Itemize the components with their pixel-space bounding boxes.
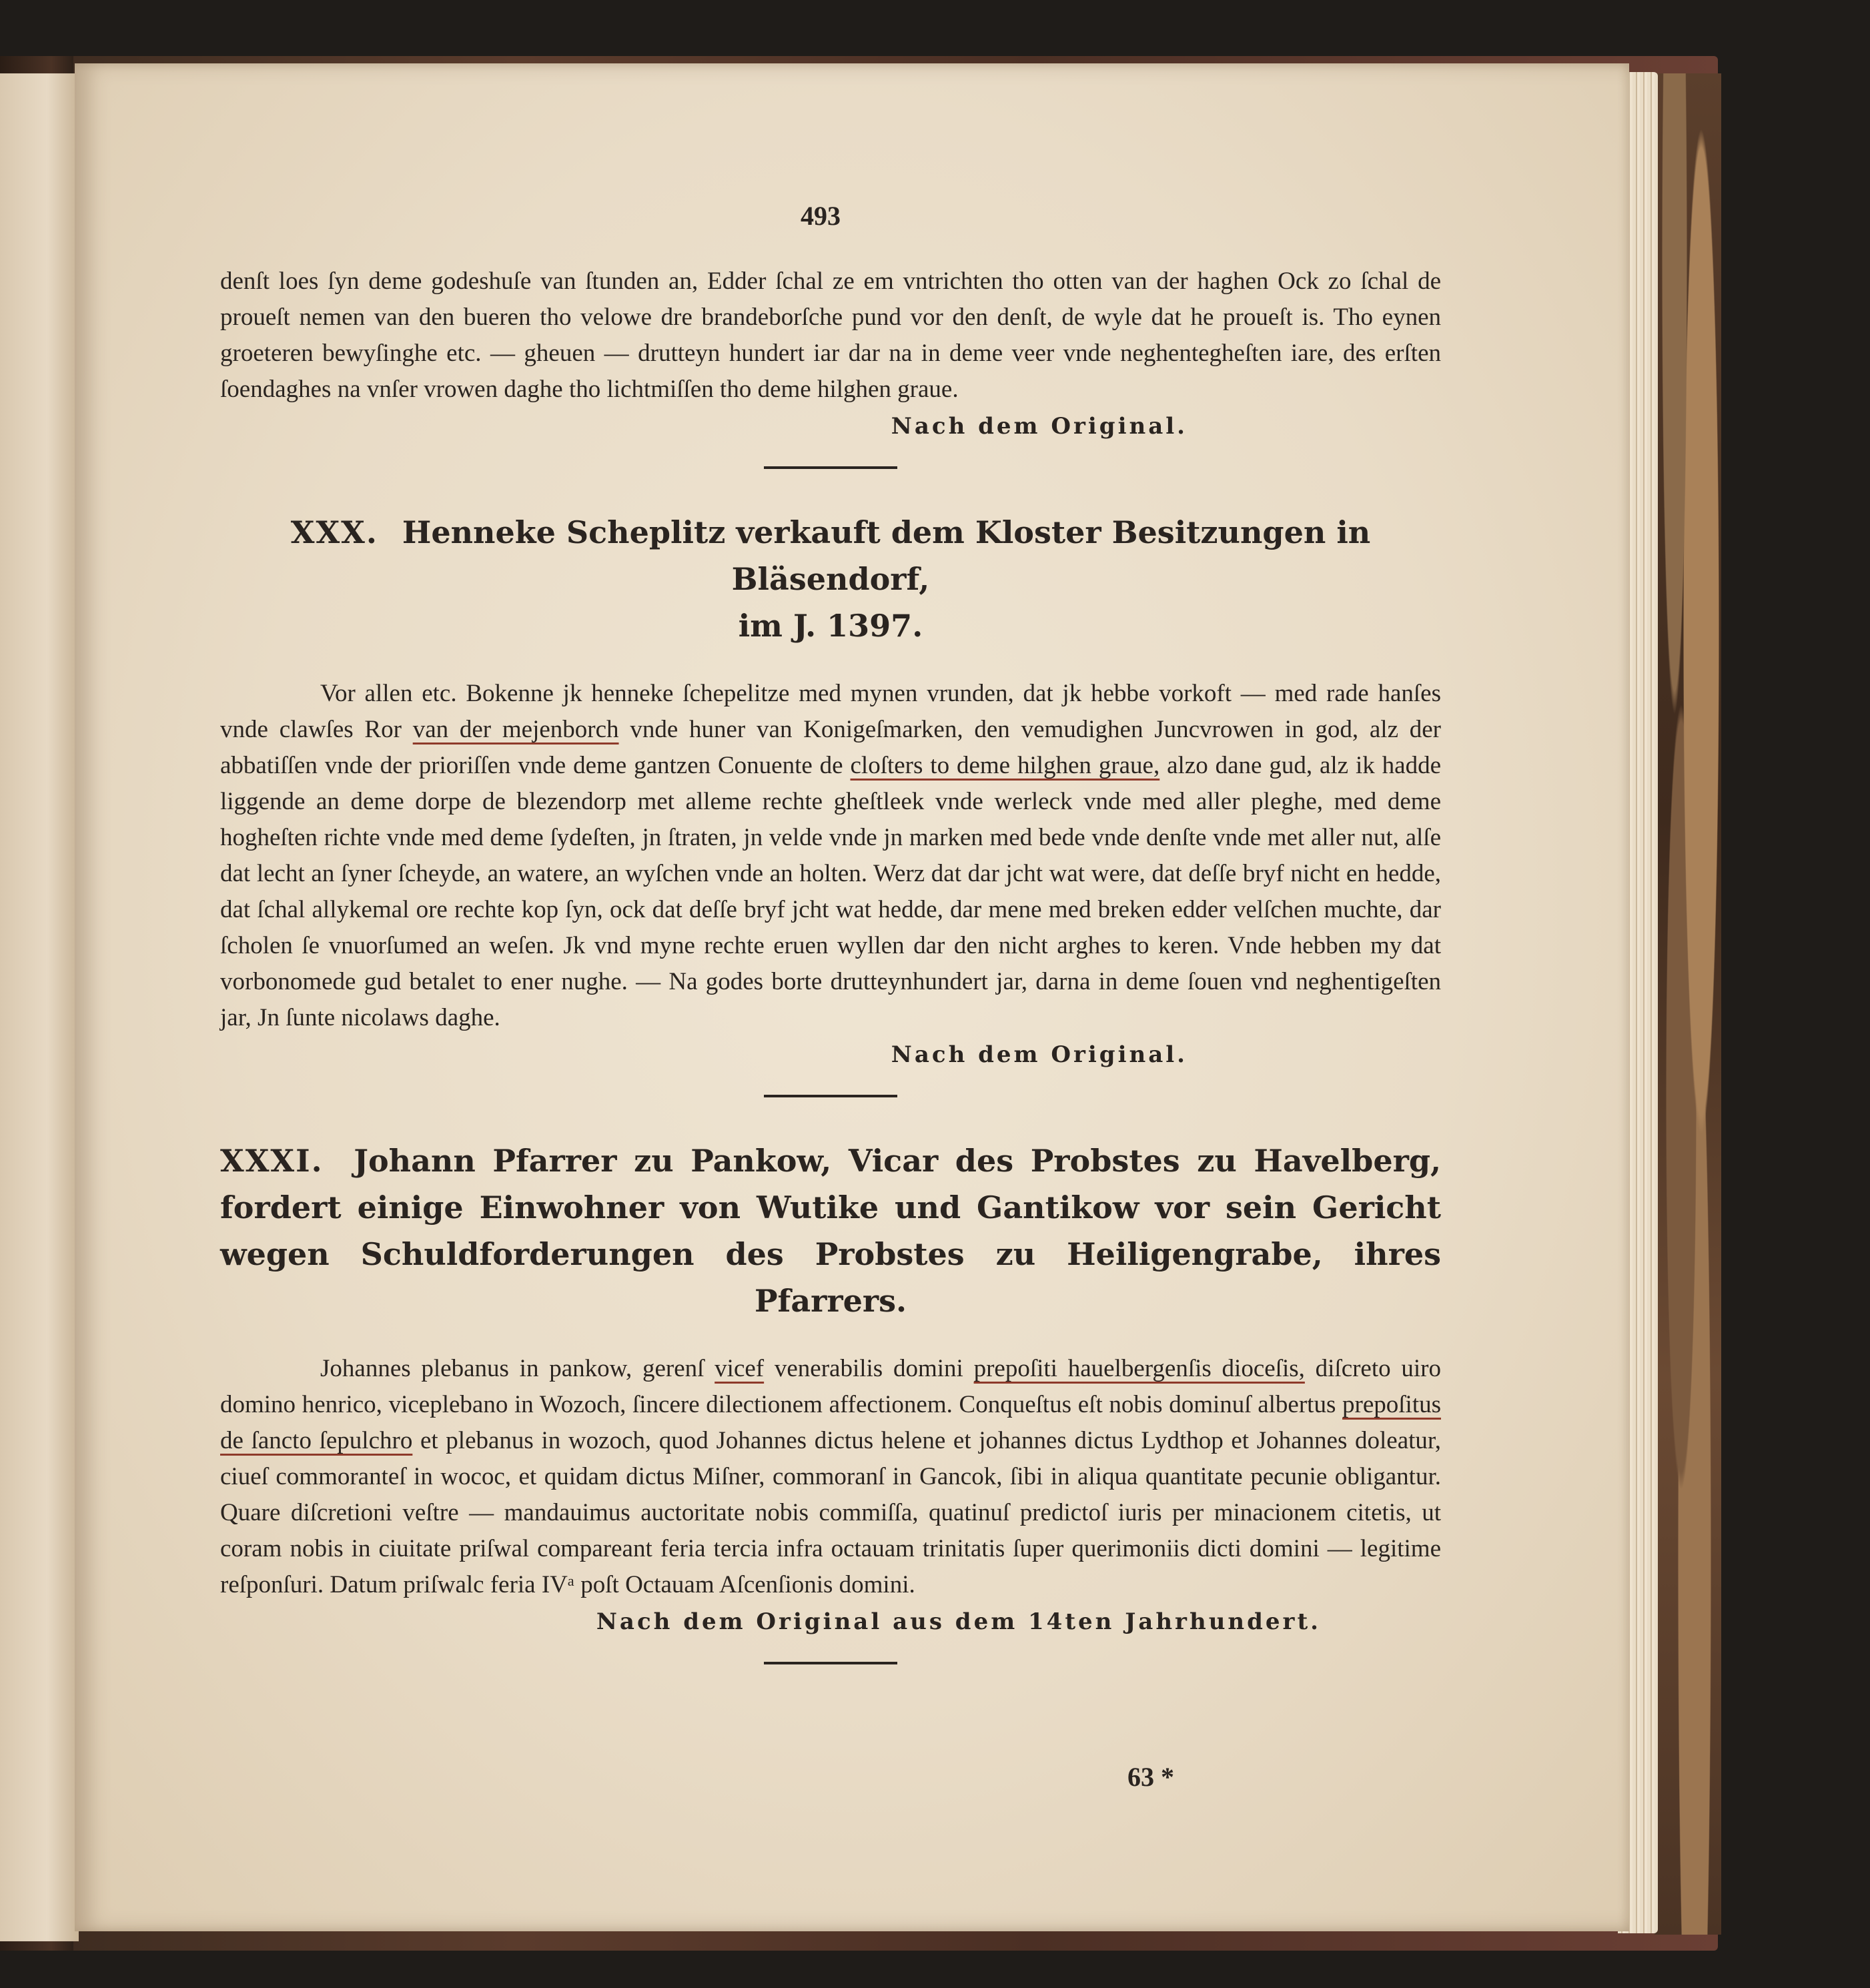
left-facing-page <box>0 73 79 1941</box>
doc31-underline-1: vicef <box>715 1355 765 1382</box>
doc30-title-line2: im J. 1397. <box>738 608 923 644</box>
source-note-1: Nach dem Original. <box>891 413 1188 440</box>
signature-mark: 63 * <box>1127 1762 1174 1792</box>
source-note-3: Nach dem Original aus dem 14ten Jahrhundert. <box>596 1608 1321 1635</box>
doc31-text-part3: diſcreto uiro domino henrico, viceplebano in Wozoch, ſincere dilectionem affectionem. Conqueſtus eſt nobis dominuſ albertus <box>220 1355 1441 1418</box>
doc30-title-line1: Henneke Scheplitz verkauft dem Kloster Besitzungen in Bläsendorf, <box>402 514 1371 597</box>
page-number: 493 <box>801 201 841 231</box>
doc31-number: XXXI. <box>220 1143 324 1179</box>
doc31-underline-3: prepoſitus de ſancto ſepulchro <box>220 1391 1441 1454</box>
section-divider <box>764 1662 897 1664</box>
section-divider <box>764 466 897 469</box>
section-divider <box>764 1095 897 1097</box>
doc31-title: Johann Pfarrer zu Pankow, Vicar des Probstes zu Havelberg, fordert einige Einwohner von Wutike und Gantikow vor sein Gericht wegen Schuldforderungen des Probstes zu Heiligengrabe, ihres Pfarrers. <box>220 1143 1441 1319</box>
doc30-text-part3: alzo dane gud, alz ik hadde liggende an deme dorpe de blezendorp met alleme rechte gheſtleek vnde werleck vnde med aller pleghe, med deme hogheſten richte vnde med deme ſydeſten, jn ſtraten, jn velde vnde jn marken med bede vnde denſte vnde met aller nut, alſe dat lecht an ſyner ſcheyde, an watere, an wyſchen vnde an holten. Werz dat dar jcht wat were, dat deſſe bryf nicht en hedde, dat ſchal allykemal ore rechte kop ſyn, ock dat deſſe bryf jcht wat hedde, dar mene med breken edder velſchen muchte, dar ſcholen ſe vnuorſumed an weſen. Jk vnd myne rechte eruen wyllen dar den nicht arghes to keren. Vnde hebben my dat vorbonomede gud betalet to ener nughe. — Na godes borte drutteynhundert jar, darna in deme ſouen vnd neghentigeſten jar, Jn ſunte nicolaws daghe. <box>220 752 1441 1031</box>
doc31-text-part2: venerabilis domini <box>764 1355 974 1382</box>
doc30-text-part2: vnde huner van Konigeſmarken, den vemudighen Juncvrowen in god, alz der abbatiſſen vnde der prioriſſen vnde deme gantzen Conuente de <box>220 716 1441 779</box>
intro-paragraph: denſt loes ſyn deme godeshuſe van ſtunden an, Edder ſchal ze em vntrichten tho otten van der haghen Ock zo ſchal de proueſt nemen van den bueren tho velowe dre brandeborſche pund vor den denſt, de wyle dat he proueſt is. Tho eynen groeteren bewyſinghe etc. — gheuen — drutteyn hundert iar dar na in deme veer vnde neghentegheſten iare, des erſten ſoendaghes na vnſer vrowen daghe tho lichtmiſſen tho deme hilghen graue. <box>220 268 1441 403</box>
doc30-underline-1: van der mejenborch <box>412 716 619 743</box>
doc31-heading <box>220 1137 1441 1324</box>
doc30-underline-2: cloſters to deme hilghen graue, <box>850 752 1160 779</box>
doc31-text <box>220 1351 1441 1603</box>
source-note-2: Nach dem Original. <box>891 1041 1188 1068</box>
doc31-text-part4: et plebanus in wozoch, quod Johannes dictus helene et johannes dictus Lydthop et Johannes doleatur, ciueſ commoranteſ in wococ, et quidam dictus Miſner, commoranſ in Gancok, ſibi in aliqua quantitate pecunie obligantur. Quare diſcretioni veſtre — mandauimus auctoritate nobis commiſſa, quatinuſ predictoſ iuris per minacionem citetis, ut coram nobis in ciuitate priſwal compareant feria tercia infra octauam trinitatis ſuper querimoniis dicti domini — legitime reſponſuri. Datum priſwalc feria IVᵃ poſt Octauam Aſcenſionis domini. <box>220 1427 1441 1598</box>
doc30-number: XXX. <box>290 514 378 550</box>
page-content <box>220 264 1441 1704</box>
doc30-text <box>220 676 1441 1036</box>
doc30-heading <box>220 509 1441 649</box>
marbled-board <box>1655 73 1721 1935</box>
doc31-underline-2: prepoſiti hauelbergenſis dioceſis, <box>973 1355 1305 1382</box>
doc31-text-part1: Johannes plebanus in pankow, gerenſ <box>320 1355 715 1382</box>
doc30-text-part1: Vor allen etc. Bokenne jk henneke ſchepelitze med mynen vrunden, dat jk hebbe vorkoft — med rade hanſes vnde clawſes Ror <box>220 680 1441 743</box>
